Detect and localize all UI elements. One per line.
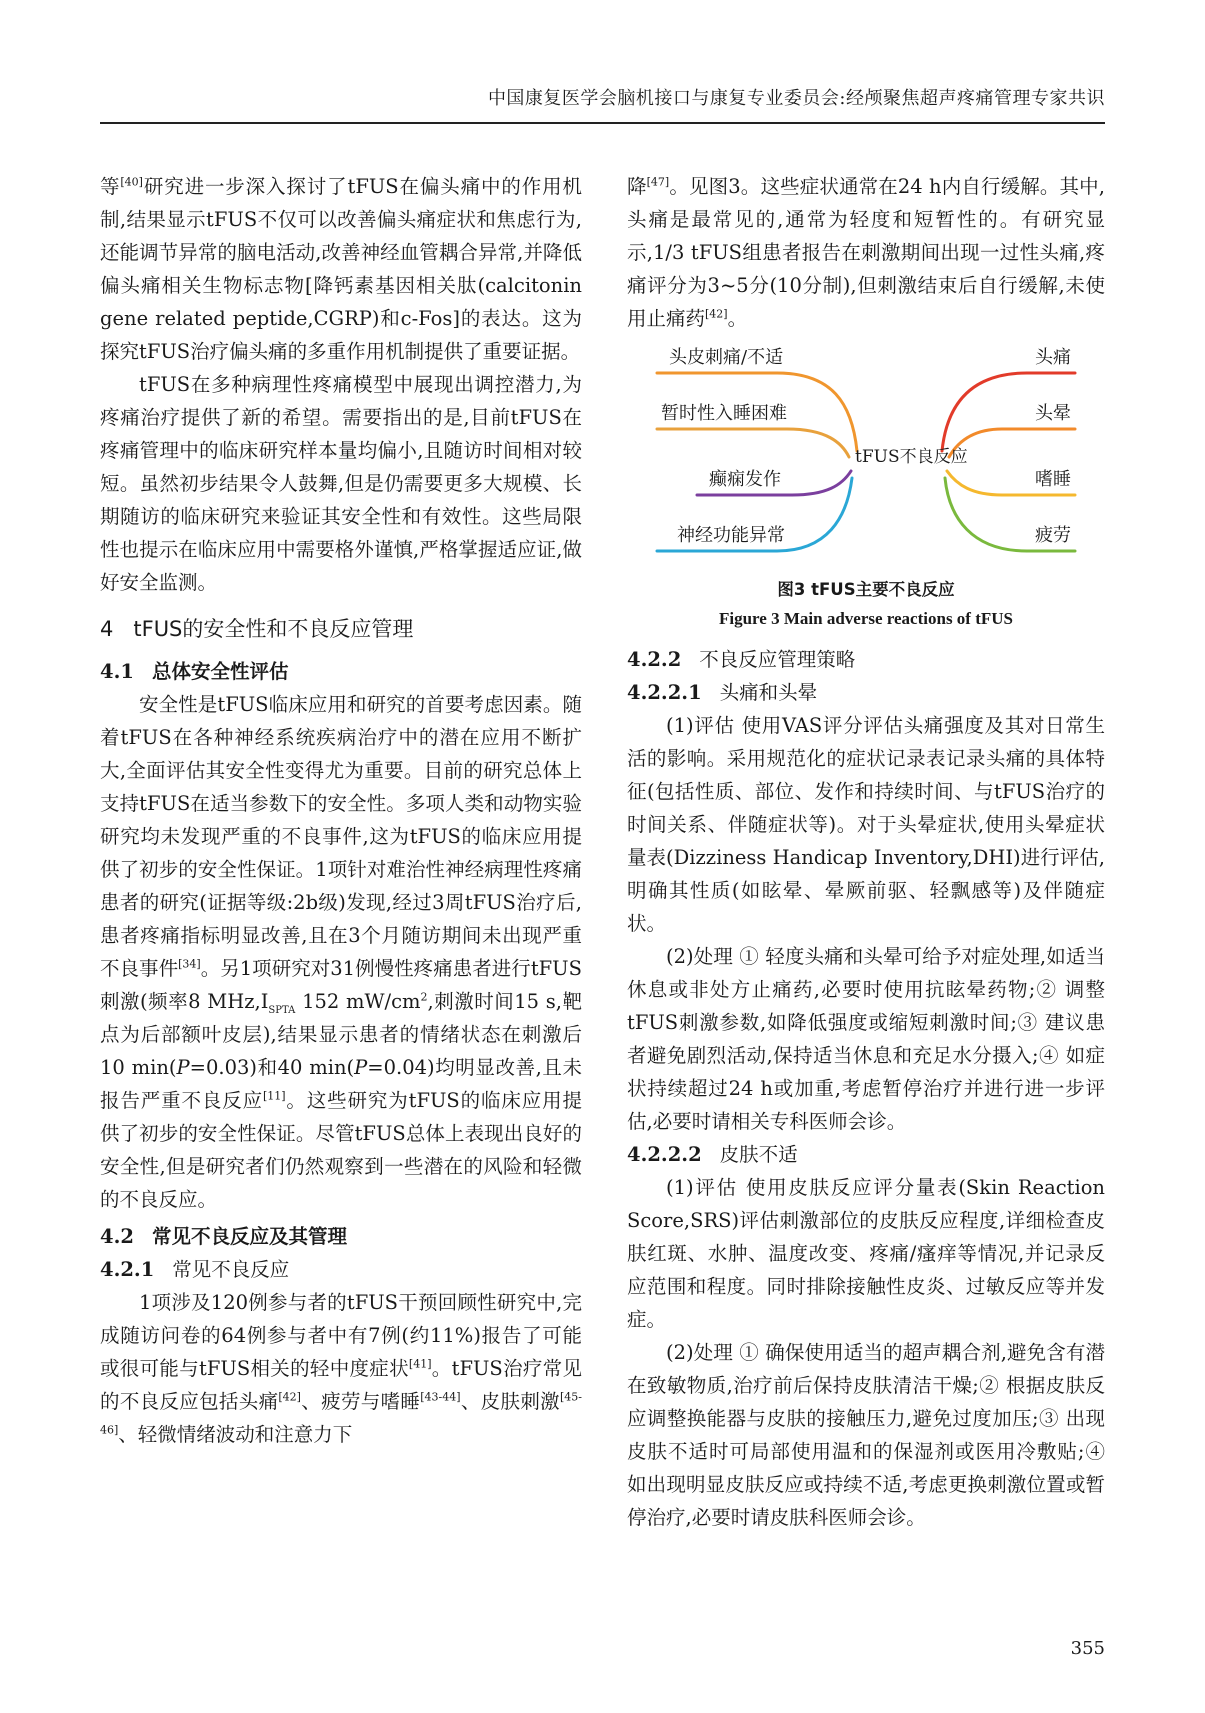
citation: [43-44] (420, 1390, 461, 1404)
running-header: 中国康复医学会脑机接口与康复专业委员会:经颅聚焦超声疼痛管理专家共识 (487, 88, 1105, 109)
branch-label-scalp-pain: 头皮刺痛/不适 (669, 347, 784, 368)
branch-right-2 (949, 429, 1075, 457)
figure-caption-cn: 图3 tFUS主要不良反应 (777, 580, 955, 599)
right-column (627, 170, 1105, 1534)
branch-label-dizziness: 头晕 (1035, 403, 1071, 424)
header-rule (100, 122, 1105, 124)
paragraph-pain-models: tFUS在多种病理性疼痛模型中展现出调控潜力,为疼痛治疗提供了新的希望。需要指出的是,目前tFUS在疼痛管理中的临床研究样本量均偏小,且随访时间相对较短。虽然初步结果令人鼓舞,但是仍需要更多大规模、长期随访的临床研究来验证其安全性和有效性。这些局限性也提示在临床应用中需要格外谨慎,严格掌握适应证,做好安全监测。 (100, 373, 582, 594)
section-heading-4-2-1: 4.2.1 常见不良反应 (100, 1258, 290, 1281)
left-column (100, 170, 582, 1451)
branch-label-insomnia: 暂时性入睡困难 (661, 403, 787, 424)
citation: [40] (120, 175, 143, 189)
section-heading-4-2-2: 4.2.2 不良反应管理策略 (627, 648, 856, 671)
branch-left-2 (657, 429, 849, 457)
citation: [41] (408, 1357, 432, 1371)
branch-label-headache: 头痛 (1035, 347, 1071, 368)
branch-label-somnolence: 嗜睡 (1035, 469, 1071, 490)
section-heading-4-2-2-2: 4.2.2.2 皮肤不适 (627, 1143, 798, 1166)
paragraph-adverse-continued: 降[47]。见图3。这些症状通常在24 h内自行缓解。其中,头痛是最常见的,通常为轻度和短暂性的。有研究显示,1/3 tFUS组患者报告在刺激期间出现一过性头痛,疼痛评分为3~5分(10分制),但刺激结束后自行缓解,未使用止痛药[42]。 (627, 175, 1105, 330)
paragraph-overall-safety: 安全性是tFUS临床应用和研究的首要考虑因素。随着tFUS在各种神经系统疾病治疗中的潜在应用不断扩大,全面评估其安全性变得尤为重要。目前的研究总体上支持tFUS在适当参数下的安全性。多项人类和动物实验研究均未发现严重的不良事件,这为tFUS的临床应用提供了初步的安全性保证。1项针对难治性神经病理性疼痛患者的研究(证据等级:2b级)发现,经过3周tFUS治疗后,患者疼痛指标明显改善,且在3个月随访期间未出现严重不良事件[34]。另1项研究对31例慢性疼痛患者进行tFUS刺激(频率8 $MHz,I_{SPTA}$ 152 $mW/cm^2$,刺激时间15 s,靶点为后部额叶皮层),结果显示患者的情绪状态在刺激后10 min(P=0.03)和40 min(P=0.04)均明显改善,且未报告严重不良反应[11]。这些研究为tFUS的临床应用提供了初步的安全性保证。尽管tFUS总体上表现出良好的安全性,但是研究者们仍然观察到一些潜在的风险和轻微的不良反应。 (100, 693, 583, 1211)
section-heading-4-2: 4.2 常见不良反应及其管理 (100, 1225, 347, 1248)
citation: [42] (278, 1390, 301, 1404)
figure-caption-en: Figure 3 Main adverse reactions of tFUS (719, 609, 1013, 628)
branch-label-fatigue: 疲劳 (1035, 525, 1071, 546)
paragraph-common-adverse: 1项涉及120例参与者的tFUS干预回顾性研究中,完成随访问卷的64例参与者中有7例(约11%)报告了可能或很可能与tFUS相关的轻中度症状[41]。tFUS治疗常见的不良反应包括头痛[42]、疲劳与嗜睡[43-44]、皮肤刺激[45-46]、轻微情绪波动和注意力下 (100, 1291, 582, 1446)
paragraph-headache-treatment: (2)处理 ① 轻度头痛和头晕可给予对症处理,如适当休息或非处方止痛药,必要时使用抗眩晕药物;② 调整tFUS刺激参数,如降低强度或缩短刺激时间;③ 建议患者避免剧烈活动,保持适当休息和充足水分摄入;④ 如症状持续超过24 h或加重,考虑暂停治疗并进行进一步评估,必要时请相关专科医师会诊。 (627, 945, 1105, 1133)
branch-label-neuro-dysfunction: 神经功能异常 (677, 525, 785, 546)
paragraph-skin-assessment: (1)评估 使用皮肤反应评分量表(Skin Reaction Score,SRS)评估刺激部位的皮肤反应程度,详细检查皮肤红斑、水肿、温度改变、疼痛/瘙痒等情况,并记录反应范围和程度。同时排除接触性皮炎、过敏反应等并发症。 (627, 1176, 1105, 1331)
citation: [11] (262, 1089, 286, 1103)
citation: [45-46] (100, 1390, 582, 1437)
branch-label-seizure: 癫痫发作 (709, 469, 781, 490)
page-number: 355 (1070, 1638, 1105, 1659)
section-heading-4-2-2-1: 4.2.2.1 头痛和头晕 (627, 681, 818, 704)
citation: [47] (646, 175, 670, 189)
paragraph-skin-treatment: (2)处理 ① 确保使用适当的超声耦合剂,避免含有潜在致敏物质,治疗前后保持皮肤清洁干燥;② 根据皮肤反应调整换能器与皮肤的接触压力,避免过度加压;③ 出现皮肤不适时可局部使用温和的保湿剂或医用冷敷贴;④ 如出现明显皮肤反应或持续不适,考虑更换刺激位置或暂停治疗,必要时请皮肤科医师会诊。 (627, 1341, 1105, 1529)
figure-3-mindmap (627, 343, 1105, 575)
citation: [42] (705, 307, 728, 321)
section-heading-4-1: 4.1 总体安全性评估 (100, 660, 289, 683)
citation: [34] (178, 957, 201, 971)
paragraph-headache-assessment: (1)评估 使用VAS评分评估头痛强度及其对日常生活的影响。采用规范化的症状记录表记录头痛的具体特征(包括性质、部位、发作和持续时间、与tFUS治疗的时间关系、伴随症状等)。对于头晕症状,使用头晕症状量表(Dizziness Handicap Inventory,DHI)进行评估,明确其性质(如眩晕、晕厥前驱、轻飘感等)及伴随症状。 (627, 714, 1105, 935)
mindmap-center-node: tFUS不良反应 (855, 447, 968, 467)
paragraph-migraine-mechanism: 等[40]研究进一步深入探讨了tFUS在偏头痛中的作用机制,结果显示tFUS不仅可以改善偏头痛症状和焦虑行为,还能调节异常的脑电活动,改善神经血管耦合异常,并降低偏头痛相关生物标志物[降钙素基因相关肽(calcitonin gene related peptide,CGRP)和c-Fos]的表达。这为探究tFUS治疗偏头痛的多重作用机制提供了重要证据。 (100, 175, 582, 363)
section-heading-4: 4 tFUS的安全性和不良反应管理 (100, 617, 414, 641)
